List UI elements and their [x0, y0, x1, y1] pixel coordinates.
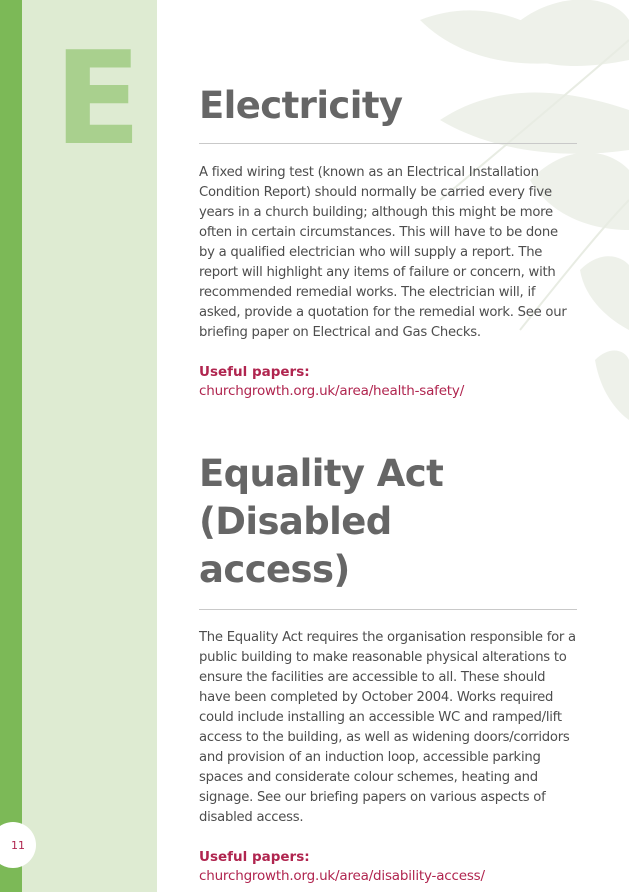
- title-divider: [199, 143, 577, 144]
- section-body-equality-act: The Equality Act requires the organisation responsible for a public building to make reasonable physical alterations to ensure the facilities are accessible to all. These should have been completed by October 2004. Works required could include installing an accessible WC and ramped/lift access to the building, as well as widening doors/corridors and provision of an induction loop, accessible parking spaces and considerate colour schemes, heating and signage. See our briefing papers on various aspects of disabled access.: [199, 630, 576, 825]
- page-number: 11: [11, 838, 25, 852]
- left-accent-strip: [0, 0, 22, 892]
- section-letter: E: [54, 25, 142, 174]
- useful-papers-link[interactable]: churchgrowth.org.uk/area/disability-access/: [199, 868, 485, 884]
- title-divider: [199, 609, 577, 610]
- section-title-electricity: Electricity: [199, 84, 403, 127]
- section-title-equality-act: Equality Act (Disabled access): [199, 452, 444, 591]
- useful-papers-label: Useful papers:: [199, 849, 310, 865]
- useful-papers-link[interactable]: churchgrowth.org.uk/area/health-safety/: [199, 383, 465, 399]
- main-content: [199, 82, 577, 886]
- section-body-electricity: A fixed wiring test (known as an Electrical Installation Condition Report) should normally be carried every five years in a church building; although this might be more often in certain circumstances. This will have to be done by a qualified electrician who will supply a report. The report will highlight any items of failure or concern, with recommended remedial works. The electrician will, if asked, provide a quotation for the remedial work. See our briefing paper on Electrical and Gas Checks.: [199, 165, 567, 340]
- useful-papers-label: Useful papers:: [199, 364, 310, 380]
